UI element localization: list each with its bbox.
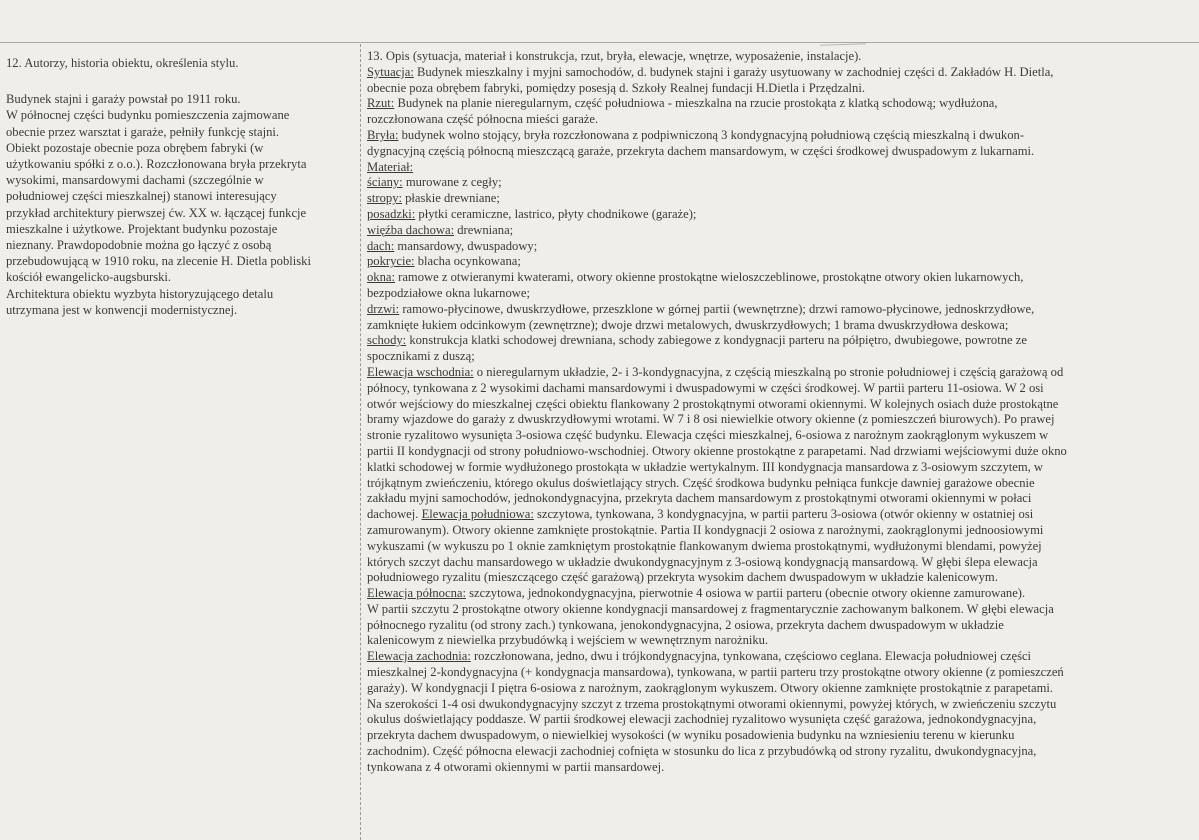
field-text: partii II kondygnacji od strony południowo-wschodniej. Otwory okienne prostokątne z parapetami. Nad drzwiami wejściowymi duże okno xyxy=(367,443,1067,458)
section-13-line xyxy=(367,728,1185,744)
section-12-line: użytkowaniu spółki z o.o.). Rozczłonowana bryła przekryta xyxy=(6,157,307,172)
section-13-line xyxy=(367,286,1185,302)
line-prefix: dachowej. xyxy=(367,507,422,522)
field-text: okulus doświetlający poddasze. W partii środkowej elewacji zachodniej ryzalitowo wysunięta część garażowa, jednokondygnacyjna, xyxy=(367,712,1037,727)
column-divider xyxy=(360,44,361,840)
field-text: o nieregularnym układzie, 2- i 3-kondygnacyjna, z częścią mieszkalną po stronie południowej i częścią garażową od xyxy=(473,364,1064,379)
field-text: południowego ryzalitu (mieszczącego część garażową) przekryta wysokim dachem dwuspadowym w układzie kalenicowym. xyxy=(367,570,998,585)
field-text: ramowo-płycinowe, dwuskrzydłowe, przeszklone w górnej partii (wewnętrzne); drzwi ramowo-płycinowe, jednoskrzydłowe, xyxy=(399,301,1035,316)
section-13-line xyxy=(367,397,1185,413)
section-12-line: W północnej części budynku pomieszczenia zajmowane xyxy=(6,108,290,123)
field-text: Budynek na planie nieregularnym, część południowa - mieszkalna na rzucie prostokąta z klatką schodową; wydłużona, xyxy=(394,96,998,111)
section-12-heading: 12. Autorzy, historia obiektu, określenia stylu. xyxy=(6,56,239,70)
field-label: Rzut: xyxy=(367,96,395,111)
field-text: obecnie poza obrębem fabryki, pomiędzy posesją d. Szkoły Realnej fundacji H.Dietla i Przędzalni. xyxy=(367,80,865,95)
field-text: szczytowa, jednokondygnacyjna, pierwotnie 4 osiowa w partii parteru (obecnie otwory okienne zamurowane). xyxy=(465,586,1026,601)
section-13-line xyxy=(367,412,1185,428)
section-13-line xyxy=(367,349,1185,365)
section-13-line xyxy=(367,444,1185,460)
field-label: pokrycie: xyxy=(367,254,415,269)
section-13-line xyxy=(367,381,1185,397)
section-12-line: utrzymana jest w konwencji modernistycznej. xyxy=(6,302,238,317)
section-12-line: Budynek stajni i garaży powstał po 1911 roku. xyxy=(6,92,241,107)
section-12-line: obecnie przez warsztat i garaże, pełniły funkcję stajni. xyxy=(6,124,280,139)
section-13-line xyxy=(367,507,1185,523)
field-text: zamurowanym). Otwory okienne zamknięte prostokątnie. Partia II kondygnacji 2 osiowa z narożnymi, zaokrąglonymi jednoosiowymi xyxy=(367,522,1044,537)
field-text: północnego ryzalitu (od strony zach.) tynkowana, jenokondygnacyjna, 2 osiowa, przekryta dachem dwuspadowym w układzie xyxy=(367,617,1004,632)
section-13-line xyxy=(367,586,1185,602)
field-label: Bryła: xyxy=(367,127,399,142)
section-12-line: południowej części mieszkalnej) stanowi interesujący xyxy=(6,189,277,204)
section-13-line xyxy=(367,523,1185,539)
section-12-line: przykład architektury pierwszej ćw. XX w. łączącej funkcje xyxy=(6,205,307,220)
field-text: rozczłonowana część północna mieści garaże. xyxy=(367,112,599,127)
field-label: Elewacja południowa: xyxy=(421,507,534,522)
field-label: okna: xyxy=(367,270,395,285)
field-label: Elewacja północna: xyxy=(367,586,466,601)
section-12-line: mieszkalne i użytkowe. Projektant budynku pozostaje xyxy=(6,221,278,236)
section-12-line: nieznany. Prawdopodobnie można go łączyć z osobą xyxy=(6,238,272,253)
field-text: otwór wejściowy do mieszkalnej części obiektu flankowany 2 prostokątnymi otworami okiennymi. W kolejnych osiach duże prostokątne xyxy=(367,396,1059,411)
field-text: Budynek mieszkalny i myjni samochodów, d. budynek stajni i garaży usytuowany w zachodniej części d. Zakładów H. Dietla, xyxy=(413,64,1054,79)
section-13-line xyxy=(367,365,1185,381)
field-text: zamknięte łukiem odcinkowym (zewnętrzne); dwoje drzwi metalowych, dwuskrzydłowych; 1 brama dwuskrzydłowa deskowa; xyxy=(367,317,1009,332)
field-label: ściany: xyxy=(367,175,403,190)
field-text: budynek wolno stojący, bryła rozczłonowana z podpiwniczoną 3 kondygnacyjną południową częścią mieszkalną i dwukon- xyxy=(398,127,1025,142)
section-13-line xyxy=(367,649,1185,665)
section-13-line xyxy=(367,491,1185,507)
section-12-line: Architektura obiektu wyzbyta historyzującego detalu xyxy=(6,286,274,301)
field-text: płaskie drewniane; xyxy=(401,191,500,206)
field-text: mieszkalnej 2-kondygnacyjna (+ kondygnacja mansardowa), tynkowana, w partii parteru trzy prostokątne otwory okienne (z pomieszczeń xyxy=(367,665,1064,680)
field-label: drzwi: xyxy=(367,301,400,316)
section-13-line xyxy=(367,270,1185,286)
field-text: murowane z cegły; xyxy=(402,175,502,190)
section-13-line xyxy=(367,302,1185,318)
section-13-line xyxy=(367,112,1185,128)
section-13-line xyxy=(367,460,1185,476)
field-text: rozczłonowana, jedno, dwu i trójkondygnacyjna, tynkowana, częściowo ceglana. Elewacja południowej części xyxy=(470,649,1032,664)
field-label: posadzki: xyxy=(367,206,416,221)
section-13-line xyxy=(367,476,1185,492)
field-label: dach: xyxy=(367,238,395,253)
field-text: szczytowa, tynkowana, 3 kondygnacyjna, w partii parteru 3-osiowa (otwór okienny w ostatniej osi xyxy=(533,507,1034,522)
section-13-line xyxy=(367,207,1185,223)
field-text: drewniana; xyxy=(454,222,514,237)
field-text: płytki ceramiczne, lastrico, płyty chodnikowe (garaże); xyxy=(415,206,697,221)
field-label: Elewacja wschodnia: xyxy=(367,364,474,379)
section-13-line xyxy=(367,602,1185,618)
field-text: ramowe z otwieranymi kwaterami, otwory okienne prostokątne wieloszczeblinowe, prostokątne otwory okien lukarnowych, xyxy=(394,270,1024,285)
section-13-line xyxy=(367,760,1185,776)
section-13-line xyxy=(367,570,1185,586)
field-text: stronie ryzalitowo wysunięta 3-osiowa część budynku. Elewacja części mieszkalnej, 6-osiowa z narożnym zaokrąglonym wykuszem w xyxy=(367,428,1049,443)
field-label: Elewacja zachodnia: xyxy=(367,649,471,664)
field-text: dygnacyjną częścią północną mieszczącą garaże, przekryta dachem mansardowym, w części środkowej dwuspadowym z lukarnami. xyxy=(367,143,1035,158)
section-13-line xyxy=(367,144,1185,160)
field-label: więźba dachowa: xyxy=(367,222,455,237)
field-text: zakładu myjni samochodów, jednokondygnacyjna, przekryta dachem mansardowym z prostokątnymi otworami okiennymi w połaci xyxy=(367,491,1032,506)
section-13-line xyxy=(367,618,1185,634)
field-text: Na szerokości 1-4 osi dwukondygnacyjny szczyt z trzema prostokątnymi otworami okiennymi, powyżej których, w zwieńczeniu szczytu xyxy=(367,696,1057,711)
section-13-line xyxy=(367,65,1185,81)
field-text: wykuszami (w wykuszu po 1 oknie zamkniętym prostokątnie flankowanym dwiema prostokątnymi, wydłużonymi blendami, powyżej xyxy=(367,538,1042,553)
field-text: bramy wjazdowe do garaży z dwuskrzydłowymi wrotami. W 7 i 8 osi niewielkie otwory okienne (z pomieszczeń biurowych). Po prawej xyxy=(367,412,1055,427)
field-text: trójkątnym zwieńczeniu, którego okulus doświetlający strych. Część środkowa budynku pełniąca funkcje dawniej garażowe obecnie xyxy=(367,475,1035,490)
section-13-line xyxy=(367,81,1185,97)
section-13-text xyxy=(367,65,1185,776)
section-12-line: przebudowującą w 1910 roku, na zlecenie H. Dietla pobliski xyxy=(6,254,311,269)
section-13-line xyxy=(367,555,1185,571)
section-13-line xyxy=(367,175,1185,191)
field-text: mansardowy, dwuspadowy; xyxy=(394,238,538,253)
section-13-line xyxy=(367,96,1185,112)
section-13-line xyxy=(367,681,1185,697)
field-text: spocznikami z duszą; xyxy=(367,349,475,364)
field-text: garaży). W kondygnacji I piętra 6-osiowa z narożnym, zaokrąglonym wykuszem. Otwory okienne zamknięte prostokątnie z parapetami. xyxy=(367,680,1054,695)
section-13-heading: 13. Opis (sytuacja, materiał i konstrukcja, rzut, bryła, elewacje, wnętrze, wyposażenie, instalacje). xyxy=(367,49,862,63)
field-text: konstrukcja klatki schodowej drewniana, schody zabiegowe z kondygnacji parteru na półpiętro, dwubiegowe, powrotne ze xyxy=(406,333,1027,348)
field-text: których szczyt dachu mansardowego w układzie dwukondygnacyjnym z 3-osiową kondygnacją mansardową. W głębi ślepa elewacja xyxy=(367,554,1038,569)
section-12-line: kościół ewangelicko-augsburski. xyxy=(6,270,172,285)
section-13-line xyxy=(367,633,1185,649)
section-13-column xyxy=(367,49,1185,776)
section-13-line xyxy=(367,428,1185,444)
section-12-text xyxy=(6,91,356,318)
section-12-line: wysokimi, mansardowymi dachami (szczególnie w xyxy=(6,173,264,188)
top-border-line xyxy=(0,42,1199,43)
section-13-line xyxy=(367,160,1185,176)
field-label: stropy: xyxy=(367,191,402,206)
section-13-line xyxy=(367,333,1185,349)
section-13-line xyxy=(367,539,1185,555)
section-12-column xyxy=(6,49,356,318)
field-text: kalenicowym z niewielka przybudówką i wejściem w wewnętrznym narożniku. xyxy=(367,633,769,648)
field-text: zachodnim). Część północna elewacji zachodniej cofnięta w stosunku do lica z przybudówką od strony ryzalitu, dwukondygnacyjna, xyxy=(367,744,1037,759)
field-label: Sytuacja: xyxy=(367,64,414,79)
section-13-line xyxy=(367,697,1185,713)
field-label: Materiał: xyxy=(367,159,414,174)
field-label: schody: xyxy=(367,333,407,348)
section-13-line xyxy=(367,239,1185,255)
section-12-line: Obiekt pozostaje obecnie poza obrębem fabryki (w xyxy=(6,140,264,155)
field-text: klatki schodowej w formie wydłużonego prostokąta w układzie wertykalnym. III kondygnacja mansardowa z 3-osiowym szczytem, w xyxy=(367,459,1044,474)
section-13-line xyxy=(367,744,1185,760)
section-13-line xyxy=(367,191,1185,207)
field-text: W partii szczytu 2 prostokątne otwory okienne kondygnacji mansardowej z fragmentarycznie zachowanym balkonem. W głębi elewacja xyxy=(367,601,1054,616)
section-13-line xyxy=(367,128,1185,144)
field-text: przekryta dachem dwuspadowym, o niewielkiej wysokości (w wyniku posadowienia budynku na wzniesieniu terenu w kierunku xyxy=(367,728,1015,743)
section-13-line xyxy=(367,318,1185,334)
field-text: bezpodziałowe okna lukarnowe; xyxy=(367,285,530,300)
field-text: blacha ocynkowana; xyxy=(414,254,521,269)
field-text: północy, tynkowana z 2 wysokimi dachami mansardowymi i dwuspadowymi w części środkowej. W partii parteru 11-osiowa. W 2 osi xyxy=(367,380,1044,395)
field-text: tynkowana z 4 otworami okiennymi w partii mansardowej. xyxy=(367,759,665,774)
section-13-line xyxy=(367,254,1185,270)
section-13-line xyxy=(367,665,1185,681)
section-13-line xyxy=(367,223,1185,239)
section-13-line xyxy=(367,712,1185,728)
